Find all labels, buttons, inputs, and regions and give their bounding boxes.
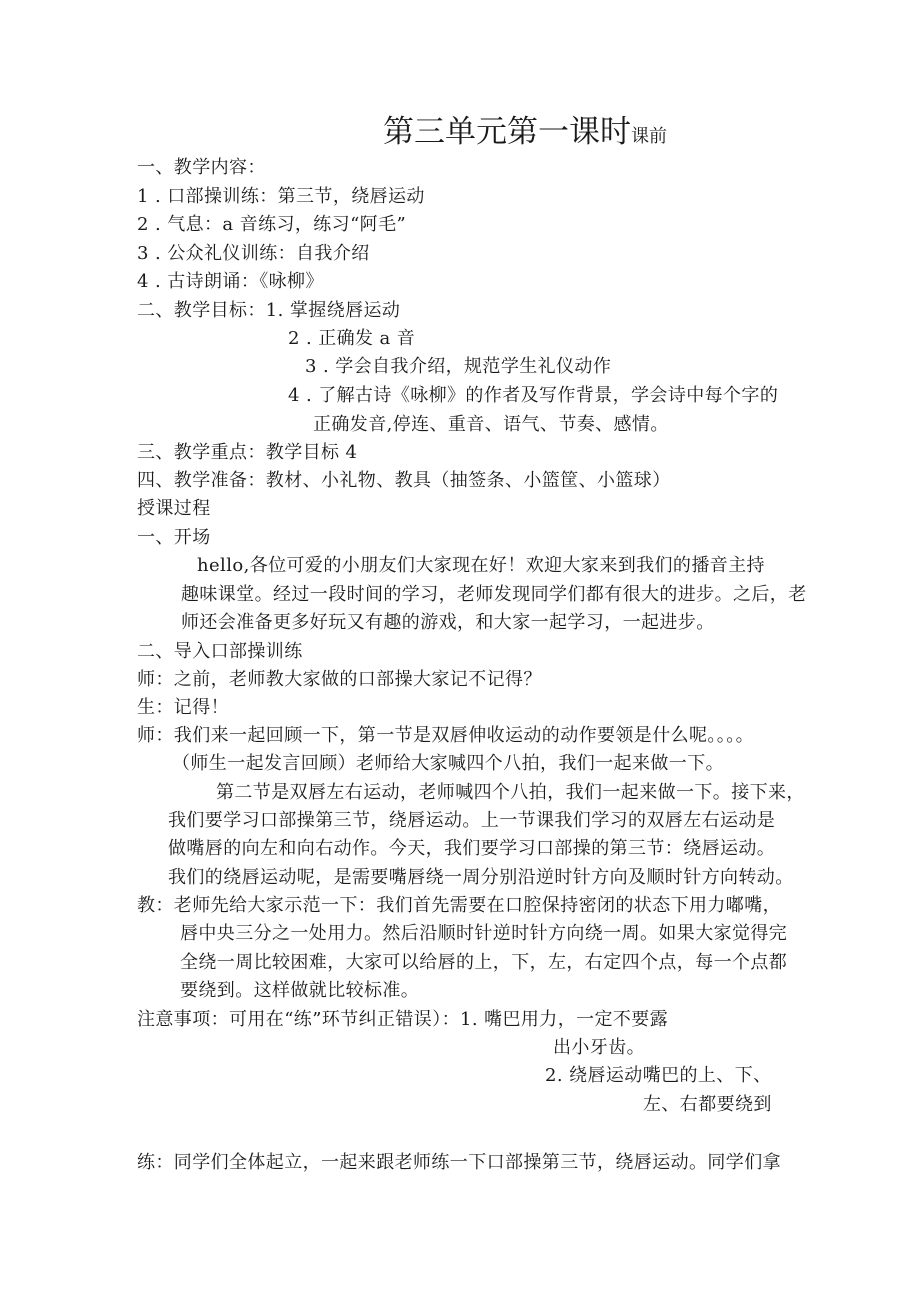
content-item: 4 . 古诗朗诵：《咏柳》 — [137, 271, 324, 292]
dialogue-line: 教：老师先给大家示范一下：我们首先需要在口腔保持密闭的状态下用力嘟嘴， — [137, 895, 781, 916]
goal-item: 2 . 正确发 a 音 — [288, 328, 416, 349]
section-heading: 一、教学内容： — [137, 157, 266, 178]
document-title — [383, 112, 667, 157]
goal-item: 4 . 了解古诗《咏柳》的作者及写作背景，学会诗中每个字的 — [288, 385, 779, 406]
paragraph-line: hello,各位可爱的小朋友们大家现在好！欢迎大家来到我们的播音主持 — [197, 555, 765, 576]
title-main: 第三单元第一课时 — [383, 114, 631, 150]
paragraph-line: 第二节是双唇左右运动，老师喊四个八拍，我们一起来做一下。接下来， — [216, 782, 805, 803]
content-item: 3 . 公众礼仪训练：自我介绍 — [137, 243, 370, 264]
dialogue-line: （师生一起发言回顾）老师给大家喊四个八拍，我们一起来做一下。 — [172, 753, 724, 774]
goal-item: 3 . 学会自我介绍，规范学生礼仪动作 — [305, 356, 612, 377]
paragraph-line: 师还会准备更多好玩又有趣的游戏，和大家一起学习，一起进步。 — [181, 612, 715, 633]
content-item: 2 . 气息：a 音练习，练习“阿毛” — [137, 214, 407, 235]
dialogue-line: 练：同学们全体起立，一起来跟老师练一下口部操第三节，绕唇运动。同学们拿 — [137, 1152, 781, 1173]
dialogue-line: 师：我们来一起回顾一下，第一节是双唇伸收运动的动作要领是什么呢。。。。 — [137, 725, 754, 746]
dialogue-line: 生：记得！ — [137, 697, 229, 718]
section-heading: 一、开场 — [137, 527, 211, 548]
section-heading: 三、教学重点：教学目标 4 — [137, 442, 358, 463]
dialogue-line: 师：之前，老师教大家做的口部操大家记不记得？ — [137, 669, 542, 690]
paragraph-line: 全绕一周比较困难，大家可以给唇的上，下，左，右定四个点，每一个点都 — [180, 952, 788, 973]
process-heading: 授课过程 — [137, 498, 211, 519]
paragraph-line: 我们的绕唇运动呢，是需要嘴唇绕一周分别沿逆时针方向及顺时针方向转动。 — [168, 867, 794, 888]
goal-item-continued: 正确发音,停连、重音、语气、节奏、感情。 — [313, 414, 669, 435]
section-heading: 四、教学准备：教材、小礼物、教具（抽签条、小篮筐、小篮球） — [137, 470, 671, 491]
paragraph-line: 要绕到。这样做就比较标准。 — [180, 980, 420, 1001]
content-item: 1 . 口部操训练：第三节，绕唇运动 — [137, 186, 425, 207]
section-heading: 二、教学目标：1. 掌握绕唇运动 — [137, 300, 401, 321]
paragraph-line: 趣味课堂。经过一段时间的学习，老师发现同学们都有很大的进步。之后，老 — [181, 584, 807, 605]
notes-line: 2. 绕唇运动嘴巴的上、下、 — [545, 1065, 772, 1086]
paragraph-line: 我们要学习口部操第三节，绕唇运动。上一节课我们学习的双唇左右运动是 — [168, 810, 776, 831]
paragraph-line: 唇中央三分之一处用力。然后沿顺时针逆时针方向绕一周。如果大家觉得完 — [180, 923, 788, 944]
title-suffix: 课前 — [631, 126, 667, 147]
notes-line: 左、右都要绕到 — [643, 1094, 772, 1115]
notes-line: 出小牙齿。 — [553, 1037, 645, 1058]
notes-line: 注意事项：可用在“练”环节纠正错误）：1. 嘴巴用力，一定不要露 — [137, 1009, 669, 1030]
section-heading: 二、导入口部操训练 — [137, 641, 303, 662]
paragraph-line: 做嘴唇的向左和向右动作。今天，我们要学习口部操的第三节：绕唇运动。 — [168, 838, 776, 859]
